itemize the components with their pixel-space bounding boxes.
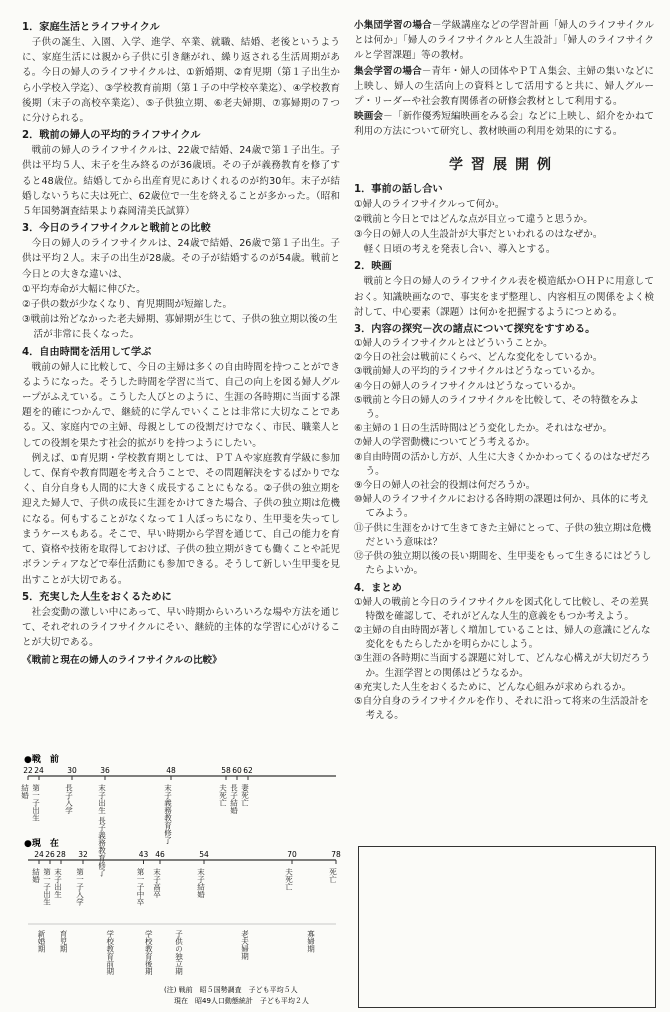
age-tick-label: 70 (287, 850, 297, 859)
usage-paragraph (354, 18, 654, 64)
life-period-label: 新婚期 (37, 930, 46, 953)
usage-lead: 映画会 (354, 111, 384, 123)
chart-title: 《戦前と現在の婦人のライフサイクルの比較》 (22, 655, 222, 667)
age-tick-label: 28 (56, 850, 66, 859)
section-heading: 1．家庭生活とライフサイクル (22, 22, 160, 33)
usage-text: －青年・婦人の団体やＰＴＡ集会、主婦の集いなどに上映し、婦人の生活向上の資料として活用すると共に、婦人グループ・リーダーや社会教育関係者の研修会教材として利用する。 (354, 65, 655, 108)
section-heading: 4．まとめ (354, 582, 402, 594)
list-item: ③今日の婦人の人生設計が大事だといわれるのはなぜか。 (354, 229, 603, 241)
life-period-label: 学校教育後期 (144, 930, 154, 975)
usage-text: －学級講座などの学習計画「婦人のライフサイクルとは何か」「婦人のライフサイクルと人生設計」「婦人のライフサイクルと学習課題」等の教材。 (354, 20, 654, 62)
section-heading: 2．映画 (354, 261, 392, 273)
age-tick-label: 24 (34, 766, 44, 775)
life-event-label: 夫死亡 (218, 784, 228, 807)
right-column (354, 18, 654, 723)
section-heading: 1．事前の話し合い (354, 183, 443, 195)
life-period-label: 子供の独立期 (174, 930, 184, 975)
list-item: ①平均寿命が大幅に伸びた。 (22, 283, 146, 295)
section-heading: 5．充実した人生をおくるために (22, 591, 172, 603)
chart-note: 現在 昭49人口動態統計 子ども平均２人 (174, 997, 309, 1005)
age-tick-label: 30 (67, 766, 77, 775)
life-event-label: 死亡 (328, 868, 338, 883)
age-tick-label: 22 (23, 766, 33, 775)
age-tick-label: 43 (138, 850, 149, 859)
life-event-label: 長子入学 (64, 784, 74, 814)
list-item: ⑤自分自身のライフサイクルを作り、それに沿って将来の生活設計を考える。 (354, 695, 649, 722)
life-event-label: 長子結婚 (229, 784, 239, 814)
life-event-label: 第一子入学 (75, 868, 85, 906)
usage-text: －「新作優秀短編映画をみる会」などに上映し、紹介をかねて利用の方法について研究し、教材映画の利用を効果的にする。 (354, 111, 655, 138)
section-heading: 3．内容の探究－次の諸点について探究をすすめる。 (354, 324, 596, 336)
life-event-label: 結婚 (20, 784, 30, 799)
list-item: ⑤戦前と今日の婦人のライフサイクルを比較して、その特徴をみよう。 (354, 394, 639, 421)
usage-paragraph (354, 64, 654, 110)
chart-note: (注) 戦前 昭５国勢調査 子ども平均５人 (164, 986, 298, 994)
age-tick-label: 60 (232, 766, 242, 775)
summary-list (354, 596, 654, 724)
section-body: 戦前と今日の婦人のライフサイクル表を模造紙かＯＨＰに用意しておく。知識映画なので、事実をまず整理し、内容相互の関係をよく検討して、中心要素（課題）は何かを把握するようにつとめる。 (354, 276, 654, 318)
life-event-label: 結婚 (31, 868, 41, 883)
life-event-label: 末子義務教育修了 (163, 784, 173, 844)
age-tick-label: 58 (221, 766, 231, 775)
age-tick-label: 54 (199, 850, 209, 859)
present-label: ●現 在 (24, 839, 59, 849)
list-item: ②子供の数が少なくなり、育児期間が短縮した。 (22, 299, 233, 311)
prewar-label: ●戦 前 (24, 755, 59, 765)
list-item: ⑥主婦の１日の生活時間はどう変化したか。それはなぜか。 (354, 423, 613, 435)
list-item: ⑧自由時間の活かし方が、人生に大きくかかわってくるのはなぜだろう。 (354, 451, 651, 477)
life-period-label: 育児期 (59, 930, 68, 953)
age-tick-label: 78 (331, 850, 341, 859)
section-body: 例えば、①育児期・学校教育期としては、ＰＴＡや家庭教育学級に参加して、保育や教育問題を考え合うことで、その問題解決をするばかりでなく、自分自身も人間的に大きく成長することにもなる。②子供の独立期を迎えた婦人で、子供の成長に生涯をかけてきた場合、子供の独立期は危機になる。何もすることがなくなって１人ぼっちになり、生甲斐を失ってしまうケースもある。そこで、早い時期から学習を通じて、自己の能力を育て、資格や技術を取得しておけば、子供の独立期がきても働くことや託児ボランティアなどで奉仕活動にも参加できる。そうして新しい生甲斐を見出すことが大切である。 (22, 452, 340, 586)
age-tick-label: 48 (166, 766, 176, 775)
section-body: 軽く日頃の考えを発表し合い、導入とする。 (363, 244, 556, 256)
section-heading: 3．今日のライフサイクルと戦前との比較 (22, 223, 211, 235)
list-item: ⑪子供に生涯をかけて生きてきた主婦にとって、子供の独立期は危機だという意味は？ (354, 522, 652, 548)
age-tick-label: 36 (100, 766, 110, 775)
age-tick-label: 32 (78, 850, 88, 859)
list-item: ①婦人のライフサイクルとはどういうことか。 (354, 338, 553, 350)
section-body: 今日の婦人のライフサイクルは、24歳で結婚、26歳で第１子出生。子供は平均２人。末子の出生が28歳。その子が結婚するのが54歳。戦前と今日との大きな違いは、 (22, 238, 340, 280)
life-cycle-chart (22, 752, 340, 1008)
section-body: 戦前の婦人に比較して、今日の主婦は多くの自由時間を持つことができるようになった。そうした時間を学習に当て、自己の向上を図る婦人グループがふえている。こうした人びとのように、生涯の各時期に当面する課題を的確につかんで、継続的に学んでいくことは非常に大切なことである。又、家庭内での主婦、母親としての役割だけでなく、市民、職業人としての役割を果たす社会的拡がりを持つようにしたい。 (22, 361, 340, 449)
list-item: ④充実した人生をおくるために、どんな心組みが求められるか。 (354, 681, 632, 693)
usage-paragraph (354, 109, 654, 139)
list-item: ⑩婦人のライフサイクルにおける各時期の課題は何か、具体的に考えてみよう。 (354, 494, 649, 520)
section-body: 子供の誕生、入園、入学、進学、卒業、就職、結婚、老後というように、家庭生活には親から子供に引き継がれ、繰り返される生活周期がある。今日の婦人のライフサイクルは、①新婚期、②育児期（第１子出生から小学校入学迄）、③学校教育前期（第１子の中学校卒業迄）、④学校教育後期（末子の高校卒業迄）、⑤子供独立期、⑥老夫婦期、⑦寡婦期の７つに分けられる。 (22, 37, 340, 125)
list-item: ⑨今日の婦人の社会的役割は何だろうか。 (354, 480, 536, 492)
age-tick-label: 46 (155, 850, 165, 859)
section-title: 学習展開例 (449, 156, 559, 173)
life-event-label: 末子高卒 (152, 868, 162, 898)
age-tick-label: 26 (45, 850, 55, 859)
life-event-label: 妻死亡 (240, 784, 250, 807)
section-body: 社会変動の激しい中にあって、早い時期からいろいろな場や方法を通じて、それぞれのライフサイクルにそい、継続的主体的な学習に心がけることが大切である。 (22, 606, 340, 649)
list-item: ⑫子供の独立期以後の長い期間を、生甲斐をもって生きるにはどうしたらよいか。 (354, 551, 652, 577)
section-heading: 4．自由時間を活用して学ぶ (22, 346, 152, 358)
life-event-label: 末子出生 長子義務教育修了 (97, 784, 107, 877)
section-body: 戦前の婦人のライフサイクルは、22歳で結婚、24歳で第１子出生。子供は平均５人、末子を生み終るのが36歳頃。その子が義務教育を修了すると48歳位。結婚してから出産育児にあけくれるのが約30年。末子が結婚しないうちに夫は死亡、62歳位で一生を終えることが多かった。（昭和５年国勢調査結果より森岡清美氏試算） (22, 145, 340, 218)
section-heading: 2．戦前の婦人の平均的ライフサイクル (22, 130, 201, 142)
list-item: ④今日の婦人のライフサイクルはどうなっているか。 (354, 380, 582, 392)
list-item: ①婦人の戦前と今日のライフサイクルを図式化して比較し、その差異特徴を確認して、それがどんな人生的意義をもつか考えよう。 (354, 596, 649, 622)
life-period-label: 学校教育前期 (105, 930, 115, 975)
inquiry-list (354, 337, 654, 578)
life-period-label: 寡婦期 (306, 930, 316, 953)
list-item: ③生涯の各時期に当面する課題に対して、どんな心構えが大切だろうか。生涯学習との関係はどうなるか。 (354, 653, 651, 679)
age-tick-label: 24 (34, 850, 44, 859)
list-item: ①婦人のライフサイクルって何か。 (354, 198, 505, 210)
usage-lead: 小集団学習の場合 (354, 20, 432, 31)
list-item: ②戦前と今日とではどんな点が目立って違うと思うか。 (354, 213, 593, 225)
life-event-label: 第一子中卒 (136, 868, 145, 906)
life-event-label: 夫死亡 (284, 868, 294, 891)
list-item: ②主婦の自由時間が著しく増加していることは、婦人の意識にどんな変化をもたらしたかを明らかにしよう。 (354, 624, 651, 651)
list-item: ⑦婦人の学習動機についてどう考えるか。 (354, 437, 536, 449)
life-event-label: 末子結婚 (196, 868, 206, 898)
list-item: ②今日の社会は戦前にくらべ、どんな変化をしているか。 (354, 352, 603, 364)
life-event-label: 第一子出生 (31, 784, 41, 822)
list-item: ③戦前は殆どなかった老夫婦期、寡婦期が生じて、子供の独立期以後の生活が非常に長くなった。 (22, 314, 338, 341)
list-item: ③戦前婦人の平均的ライフサイクルはどうなっているか。 (354, 366, 601, 378)
memo-box (358, 846, 656, 1008)
life-event-label: 末子出生 (53, 868, 63, 898)
life-period-label: 老夫婦期 (240, 930, 250, 960)
usage-lead: 集会学習の場合 (354, 65, 422, 77)
life-event-label: 第一子出生 (42, 868, 52, 906)
age-tick-label: 62 (243, 766, 253, 775)
left-column (22, 18, 340, 667)
